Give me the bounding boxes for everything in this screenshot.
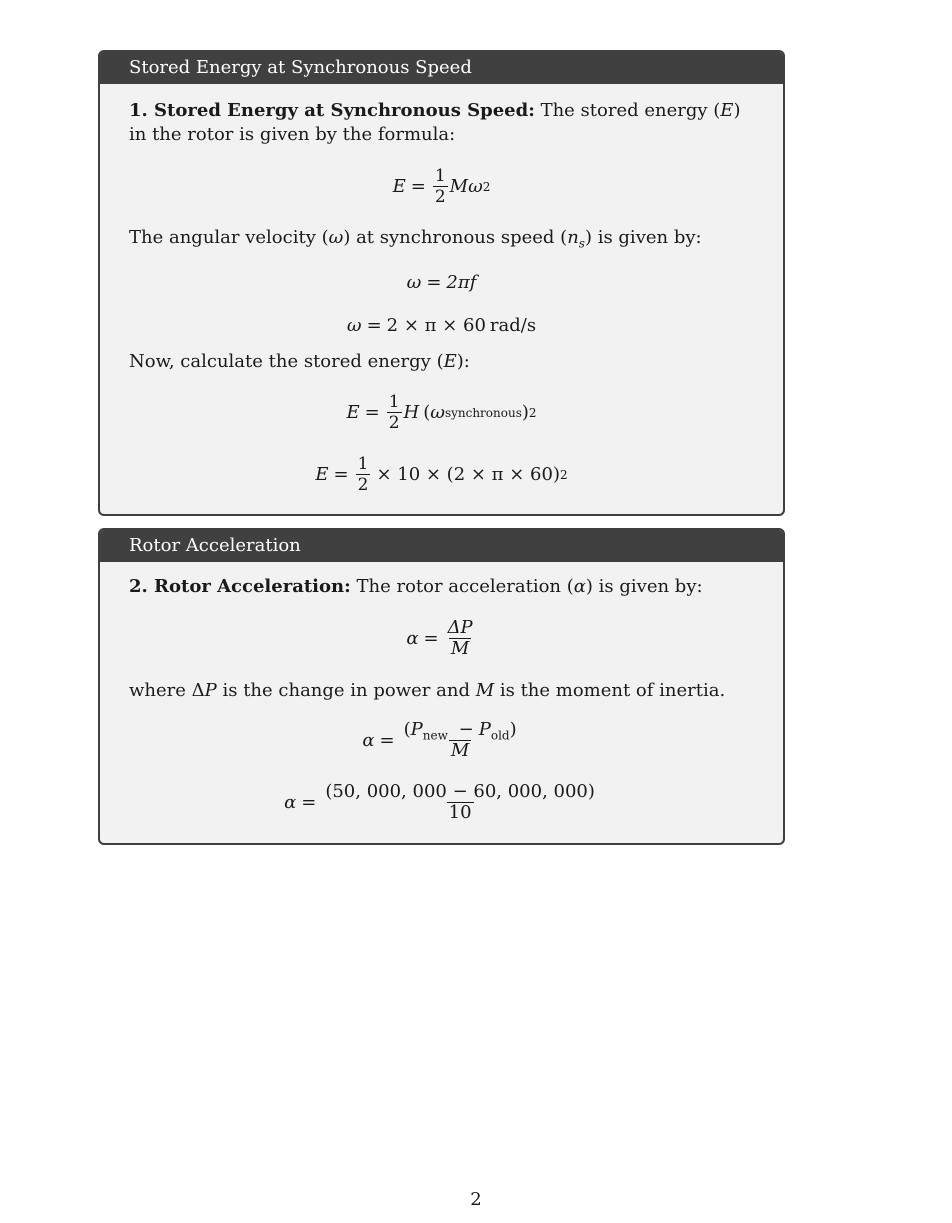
- equation-acceleration-formula: α = $\frac{\Delta P}{M}$: [406, 617, 473, 659]
- fraction: $\frac{1}{2}$: [434, 166, 446, 207]
- equation-acceleration-value: α = $\frac{(50, 000, 000 - 60, 000, 000)}{10}$: [284, 781, 595, 823]
- page-number: 2: [470, 1189, 482, 1210]
- rotor-acceleration-box: [98, 528, 785, 845]
- equation-angular-velocity-value: ω = 2 × π × 60 rad/s: [346, 315, 537, 336]
- paragraph: 1. Stored Energy at Synchronous Speed: The stored energy (E): [129, 100, 741, 121]
- fraction: $\frac{1}{2}$: [388, 392, 400, 433]
- equation-energy-formula: E = $\frac{1}{2}$ Mω 2: [392, 166, 491, 207]
- paragraph: in the rotor is given by the formula:: [129, 124, 456, 145]
- equation-stored-energy-value: E = $\frac{1}{2}$ × 10 × (2 × π × 60) 2: [315, 454, 568, 495]
- section-heading: 1. Stored Energy at Synchronous Speed:: [129, 100, 535, 121]
- box-title: Stored Energy at Synchronous Speed: [100, 52, 783, 84]
- fraction: $\frac{1}{2}$: [357, 454, 369, 495]
- box-title: Rotor Acceleration: [100, 530, 783, 562]
- equation-acceleration-power: α = $\frac{(P_{new} - P_{old})}{M}$: [362, 719, 517, 761]
- fraction: $\frac{(50, 000, 000 - 60, 000, 000)}{10}$: [325, 781, 595, 823]
- equation-stored-energy: E = $\frac{1}{2}$ H ( ω synchronous ) 2: [346, 392, 537, 433]
- paragraph: The angular velocity (ω) at synchronous speed $(n_s)$ is given by:: [129, 227, 702, 251]
- fraction: $\frac{(P_{new} - P_{old})}{M}$: [403, 719, 517, 761]
- paragraph: Now, calculate the stored energy (E):: [129, 351, 470, 372]
- stored-energy-box: [98, 50, 785, 516]
- fraction: $\frac{\Delta P}{M}$: [447, 617, 473, 659]
- paragraph: 2. Rotor Acceleration: The rotor acceleration (α) is given by:: [129, 576, 703, 597]
- paragraph: where ΔP is the change in power and M is the moment of inertia.: [129, 680, 726, 701]
- section-heading: 2. Rotor Acceleration:: [129, 576, 351, 597]
- equation-angular-velocity: ω = 2πf: [406, 272, 477, 293]
